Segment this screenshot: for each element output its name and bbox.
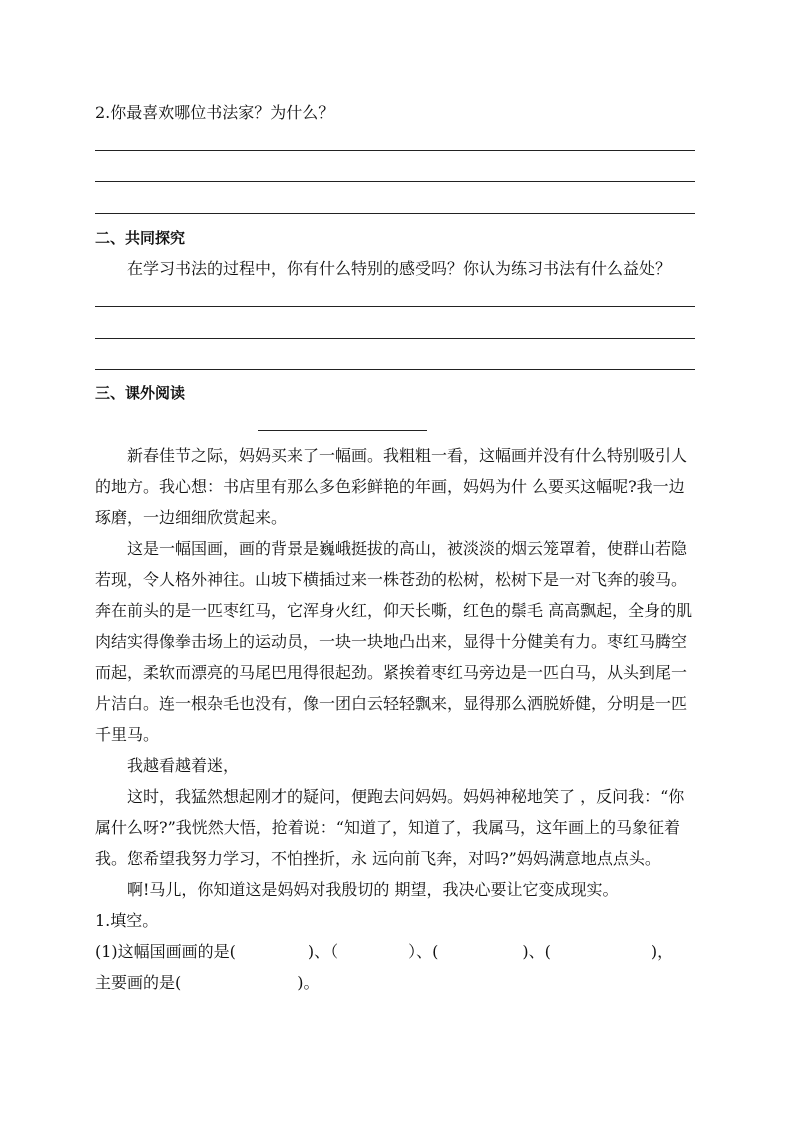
answer-line[interactable] (95, 181, 695, 182)
passage-line: 而起，柔软而漂亮的马尾巴甩得很起劲。紧挨着枣红马旁边是一匹白马，从头到尾一 (95, 663, 688, 682)
passage-line: 这是一幅国画，画的背景是巍峨挺拔的高山，被淡淡的烟云笼罩着，使群山若隐 (127, 539, 688, 558)
passage-line: 的地方。我心想：书店里有那么多色彩鲜艳的年画，妈妈为什 么要买这幅呢?我一边 (95, 477, 685, 496)
passage-line: 奔在前头的是一匹枣红马，它浑身火红，仰天长嘶，红色的鬃毛 高高飘起，全身的肌 (95, 601, 693, 620)
passage-line: 我越看越着迷， (127, 756, 240, 775)
reading-passage (95, 440, 699, 998)
section-2-title: 二、共同探究 (95, 229, 186, 247)
answer-line[interactable] (95, 150, 695, 151)
passage-line: 片洁白。连一根杂毛也没有，像一团白云轻轻飘来，显得那么洒脱娇健，分明是一匹 (95, 694, 688, 713)
answer-line[interactable] (95, 369, 695, 370)
answer-line[interactable] (95, 306, 695, 307)
passage-title-blank[interactable] (258, 430, 427, 431)
answer-line[interactable] (95, 213, 695, 214)
passage-line: 琢磨，一边细细欣赏起来。 (95, 508, 288, 527)
passage-line: 若现，令人格外神往。山坡下横插过来一株苍劲的松树，松树下是一对飞奔的骏马。 (95, 570, 688, 589)
fill-question-1: (1)这幅国画画的是( )、（ ）、( )、( )， (95, 942, 674, 961)
passage-line: 啊!马儿，你知道这是妈妈对我殷切的 期望，我决心要让它变成现实。 (127, 880, 619, 899)
passage-line: 属什么呀?”我恍然大悟，抢着说：“知道了，知道了，我属马，这年画上的马象征着 (95, 818, 680, 837)
passage-line: 千里马。 (95, 725, 160, 744)
passage-line: 我。您希望我努力学习，不怕挫折，永 远向前飞奔，对吗?”妈妈满意地点点头。 (95, 849, 661, 868)
passage-line: 这时，我猛然想起刚才的疑问，便跑去问妈妈。妈妈神秘地笑了 ，反问我：“你 (127, 787, 685, 806)
section-2-question: 在学习书法的过程中，你有什么特别的感受吗？你认为练习书法有什么益处？ (127, 259, 672, 278)
answer-line[interactable] (95, 338, 695, 339)
question-2: 2.你最喜欢哪位书法家？为什么？ (95, 103, 335, 122)
fill-question-1-line2: 主要画的是( )。 (95, 973, 320, 992)
passage-line: 新春佳节之际，妈妈买来了一幅画。我粗粗一看，这幅画并没有什么特别吸引人 (127, 446, 688, 465)
section-3-title: 三、课外阅读 (95, 384, 186, 402)
fill-question-title: 1.填空。 (95, 911, 159, 930)
passage-line: 肉结实得像拳击场上的运动员，一块一块地凸出来，显得十分健美有力。枣红马腾空 (95, 632, 688, 651)
